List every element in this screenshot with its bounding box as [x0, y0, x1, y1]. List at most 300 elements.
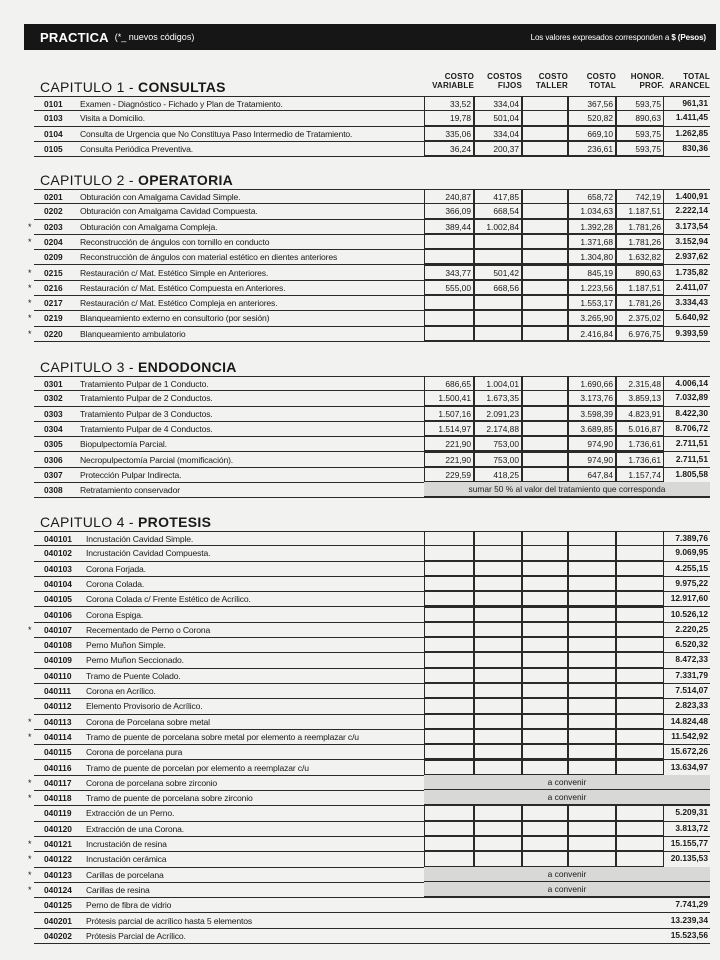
practice-code: 0220: [44, 328, 63, 339]
cell-taller: [522, 436, 568, 451]
price-note: a convenir: [424, 790, 710, 805]
column-header-line: COSTO: [444, 72, 474, 81]
practice-description: Incrustación Cavidad Compuesta.: [86, 548, 211, 559]
new-code-marker: *: [28, 854, 32, 865]
cell-taller: [522, 295, 568, 310]
cell-taller: [522, 561, 568, 576]
cell-total: [568, 652, 616, 667]
cell-total: 520,82: [568, 110, 616, 125]
cell-fijos: [474, 531, 522, 546]
practice-description: Examen - Diagnóstico - Fichado y Plan de Tratamiento.: [80, 99, 283, 109]
cell-arancel: 10.526,12: [670, 608, 708, 619]
cell-hon: [616, 531, 664, 546]
cell-taller: [522, 637, 568, 652]
table-row: [34, 914, 710, 929]
cell-arancel: 6.520,32: [675, 639, 708, 650]
cell-fijos: 2.174,88: [474, 421, 522, 436]
cell-total: 1.690,66: [568, 376, 616, 391]
practice-code: 040202: [44, 930, 72, 941]
cell-total: 3.689,85: [568, 421, 616, 436]
cell-total: 1.371,68: [568, 234, 616, 249]
cell-arancel: 8.472,33: [675, 654, 708, 665]
cell-hon: 2.375,02: [616, 310, 664, 325]
cell-taller: [522, 467, 568, 482]
table-row: [34, 127, 710, 142]
cell-total: [568, 561, 616, 576]
chapter-title: [40, 358, 237, 376]
table-row: [34, 453, 710, 468]
table-row: [28, 837, 710, 852]
cell-var: [424, 637, 474, 652]
cell-var: [424, 805, 474, 820]
cell-hon: [616, 851, 664, 866]
cell-arancel: 7.389,76: [675, 533, 708, 543]
practice-description: Reconstrucción de ángulos con tornillo en conducto: [80, 236, 270, 247]
practice-code: 040109: [44, 655, 72, 666]
cell-fijos: 753,00: [474, 436, 522, 451]
chapter-name: OPERATORIA: [138, 172, 234, 188]
cell-fijos: [474, 607, 522, 622]
practice-description: Extracción de un Perno.: [86, 808, 175, 819]
practice-code: 040114: [44, 731, 72, 742]
cell-arancel: 5.209,31: [675, 807, 708, 818]
chapter-prefix: CAPITULO 3 -: [40, 359, 139, 375]
cell-arancel: 9.069,95: [675, 547, 708, 558]
cell-arancel: 3.173,54: [675, 220, 708, 231]
cell-total: [568, 698, 616, 713]
practice-description: Corona de porcelana sobre zirconio: [86, 777, 218, 788]
cell-fijos: [474, 326, 522, 341]
cell-arancel: 9.975,22: [675, 577, 708, 588]
cell-hon: 1.781,26: [616, 295, 664, 310]
cell-taller: [522, 622, 568, 637]
cell-fijos: [474, 683, 522, 698]
practice-description: Corona Espiga.: [86, 609, 144, 620]
cell-var: [424, 668, 474, 683]
cell-taller: [522, 760, 568, 775]
cell-arancel: 15.672,26: [670, 746, 708, 757]
practice-description: Consulta Periódica Preventiva.: [80, 143, 194, 154]
cell-hon: [616, 683, 664, 698]
cell-var: [424, 821, 474, 836]
cell-total: 1.223,56: [568, 280, 616, 295]
practice-description: Carillas de resina: [86, 884, 150, 895]
cell-var: [424, 698, 474, 713]
cell-taller: [522, 126, 568, 141]
cell-fijos: [474, 714, 522, 729]
cell-hon: [616, 836, 664, 851]
table-row: [28, 220, 710, 235]
practice-code: 0103: [44, 113, 63, 124]
cell-total: [568, 531, 616, 546]
practice-description: Tramo de Puente Colado.: [86, 670, 181, 681]
column-header: [470, 72, 522, 94]
new-code-marker: *: [28, 793, 32, 804]
table-row: [34, 437, 710, 452]
cell-arancel: 3.152,94: [675, 235, 708, 246]
cell-taller: [522, 851, 568, 866]
practice-code: 040110: [44, 670, 72, 681]
cell-var: 1.507,16: [424, 406, 474, 421]
cell-hon: 3.859,13: [616, 390, 664, 405]
column-header-line: FIJOS: [497, 81, 522, 90]
cell-taller: [522, 683, 568, 698]
cell-fijos: [474, 295, 522, 310]
cell-arancel: 4.006,14: [675, 378, 708, 388]
practice-description: Tratamiento Pulpar de 1 Conducto.: [80, 379, 209, 389]
practice-description: Restauración c/ Mat. Estético Compuesta en Anteriores.: [80, 282, 286, 293]
practice-code: 040106: [44, 609, 72, 620]
cell-total: 1.034,63: [568, 203, 616, 218]
cell-fijos: 417,85: [474, 189, 522, 204]
cell-taller: [522, 326, 568, 341]
table-row: [34, 96, 710, 111]
cell-total: [568, 836, 616, 851]
practice-code: 040123: [44, 869, 72, 880]
cell-arancel: 2.411,07: [675, 281, 708, 292]
cell-hon: [616, 561, 664, 576]
cell-total: 2.416,84: [568, 326, 616, 341]
practice-code: 0202: [44, 206, 63, 217]
practice-description: Prótesis parcial de acrílico hasta 5 elementos: [86, 915, 253, 926]
practice-code: 0204: [44, 236, 63, 247]
cell-total: [568, 805, 616, 820]
cell-fijos: [474, 652, 522, 667]
new-code-marker: *: [28, 282, 32, 293]
table-row: [34, 761, 710, 776]
practice-description: Reconstrucción de ángulos con material estético en dientes anteriores: [80, 252, 338, 263]
cell-arancel: 14.824,48: [670, 715, 708, 726]
cell-hon: [616, 576, 664, 591]
cell-hon: [616, 607, 664, 622]
practice-description: Corona de porcelana pura: [86, 747, 183, 758]
practice-description: Elemento Provisorio de Acrílico.: [86, 701, 203, 712]
cell-fijos: [474, 310, 522, 325]
cell-var: 19,78: [424, 110, 474, 125]
cell-fijos: 501,04: [474, 110, 522, 125]
cell-taller: [522, 452, 568, 467]
cell-arancel: 1.400,91: [675, 191, 708, 201]
table-row: [34, 189, 710, 204]
cell-var: 221,90: [424, 436, 474, 451]
cell-taller: [522, 668, 568, 683]
cell-taller: [522, 390, 568, 405]
cell-arancel: 2.711,51: [675, 453, 708, 464]
cell-taller: [522, 591, 568, 606]
practice-code: 0217: [44, 298, 63, 309]
practice-description: Corona Colada.: [86, 578, 145, 589]
cell-hon: 1.736,61: [616, 452, 664, 467]
cell-var: [424, 607, 474, 622]
table-row: [28, 311, 710, 326]
cell-total: 1.304,80: [568, 249, 616, 264]
cell-total: 1.392,28: [568, 219, 616, 234]
cell-taller: [522, 714, 568, 729]
cell-var: 555,00: [424, 280, 474, 295]
cell-taller: [522, 219, 568, 234]
table-row: [34, 806, 710, 821]
cell-taller: [522, 280, 568, 295]
chapter-title: [40, 171, 233, 189]
cell-var: 335,06: [424, 126, 474, 141]
cell-taller: [522, 203, 568, 218]
cell-arancel: 1.262,85: [675, 127, 708, 138]
cell-arancel: 7.331,79: [675, 669, 708, 680]
table-row: [34, 531, 710, 546]
cell-total: 647,84: [568, 467, 616, 482]
cell-hon: 4.823,91: [616, 406, 664, 421]
cell-hon: 1.781,26: [616, 234, 664, 249]
cell-arancel: 1.411,45: [675, 112, 708, 123]
practice-description: Tramo de puente de porcelana sobre zirconio: [86, 793, 253, 804]
cell-arancel: 13.239,34: [670, 914, 708, 925]
practice-code: 040108: [44, 640, 72, 651]
new-code-marker: *: [28, 221, 32, 232]
cell-fijos: 501,42: [474, 265, 522, 280]
cell-fijos: 418,25: [474, 467, 522, 482]
cell-var: [424, 531, 474, 546]
cell-var: 1.514,97: [424, 421, 474, 436]
chapter-name: PROTESIS: [138, 514, 212, 530]
table-row: [34, 699, 710, 714]
practice-description: Visita a Domicilio.: [80, 113, 145, 124]
cell-var: [424, 561, 474, 576]
chapter-title: [40, 513, 211, 531]
cell-fijos: 668,56: [474, 280, 522, 295]
practice-description: Restauración c/ Mat. Estético Simple en Anteriores.: [80, 267, 269, 278]
practice-description: Perno Muñon Simple.: [86, 640, 166, 651]
cell-total: [568, 729, 616, 744]
table-row: [34, 546, 710, 561]
cell-arancel: 961,31: [682, 98, 708, 108]
cell-var: [424, 310, 474, 325]
cell-fijos: 1.004,01: [474, 376, 522, 391]
table-row: [34, 669, 710, 684]
practice-code: 0101: [44, 99, 63, 109]
column-header-line: TALLER: [535, 81, 568, 90]
practice-description: Protección Pulpar Indirecta.: [80, 469, 182, 480]
cell-taller: [522, 249, 568, 264]
column-header-line: COSTOS: [487, 72, 522, 81]
table-row: [28, 266, 710, 281]
cell-fijos: [474, 851, 522, 866]
cell-var: 343,77: [424, 265, 474, 280]
practice-code: 040101: [44, 534, 72, 544]
new-code-marker: *: [28, 624, 32, 635]
cell-fijos: [474, 622, 522, 637]
cell-fijos: 2.091,23: [474, 406, 522, 421]
cell-hon: [616, 729, 664, 744]
new-code-marker: *: [28, 777, 32, 788]
cell-arancel: 5.640,92: [675, 312, 708, 323]
practice-description: Extracción de una Corona.: [86, 823, 185, 834]
column-header-line: TOTAL: [589, 81, 616, 90]
cell-total: [568, 591, 616, 606]
cell-var: [424, 729, 474, 744]
practice-description: Biopulpectomía Parcial.: [80, 439, 167, 450]
cell-total: [568, 545, 616, 560]
practice-description: Blanqueamiento ambulatorio: [80, 328, 186, 339]
column-header-line: ARANCEL: [669, 81, 710, 90]
cell-hon: [616, 805, 664, 820]
chapter-prefix: CAPITULO 2 -: [40, 172, 139, 188]
practice-description: Perno de fibra de vidrio: [86, 900, 172, 911]
page-subtitle: (*_ nuevos códigos): [114, 32, 195, 42]
practice-code: 0203: [44, 221, 63, 232]
cell-fijos: [474, 760, 522, 775]
cell-total: [568, 637, 616, 652]
practice-description: Retratamiento conservador: [80, 485, 180, 496]
chapter-name: CONSULTAS: [138, 79, 226, 95]
practice-description: Incrustación cerámica: [86, 854, 167, 865]
cell-total: 974,90: [568, 452, 616, 467]
cell-total: [568, 744, 616, 759]
cell-var: [424, 760, 474, 775]
new-code-marker: *: [28, 839, 32, 849]
cell-arancel: 9.393,59: [675, 327, 708, 338]
cell-fijos: 753,00: [474, 452, 522, 467]
cell-hon: 1.187,51: [616, 203, 664, 218]
cell-arancel: 1.735,82: [675, 266, 708, 277]
practice-code: 040122: [44, 854, 72, 865]
practice-code: 040113: [44, 716, 72, 727]
cell-arancel: 20.135,53: [670, 853, 708, 864]
cell-hon: [616, 637, 664, 652]
column-header-line: TOTAL: [683, 72, 710, 81]
cell-arancel: 4.255,15: [675, 562, 708, 573]
new-code-marker: *: [28, 731, 32, 742]
practice-code: 040121: [44, 839, 72, 849]
practice-description: Obturación con Amalgama Cavidad Compuesta.: [80, 206, 258, 217]
cell-hon: [616, 622, 664, 637]
practice-code: 040117: [44, 777, 72, 788]
cell-total: [568, 851, 616, 866]
cell-taller: [522, 265, 568, 280]
table-row: [34, 391, 710, 406]
table-row: [34, 111, 710, 126]
table-row: [34, 422, 710, 437]
cell-arancel: 3.334,43: [675, 297, 708, 308]
header-bar: [24, 24, 716, 50]
cell-arancel: 2.823,33: [675, 700, 708, 711]
cell-taller: [522, 836, 568, 851]
cell-fijos: [474, 234, 522, 249]
new-code-marker: *: [28, 869, 32, 880]
table-row: [34, 898, 710, 913]
chapter-prefix: CAPITULO 4 -: [40, 514, 139, 530]
cell-arancel: 2.711,51: [675, 438, 708, 449]
cell-hon: 1.187,51: [616, 280, 664, 295]
cell-arancel: 11.542,92: [671, 730, 708, 741]
table-row: [28, 235, 710, 250]
cell-taller: [522, 576, 568, 591]
cell-taller: [522, 531, 568, 546]
cell-var: [424, 545, 474, 560]
table-row: [34, 562, 710, 577]
cell-taller: [522, 376, 568, 391]
cell-var: [424, 851, 474, 866]
chapter-prefix: CAPITULO 1 -: [40, 79, 139, 95]
table-row: [34, 407, 710, 422]
column-header-line: COSTO: [538, 72, 568, 81]
practice-description: Incrustación de resina: [86, 839, 167, 849]
cell-hon: 1.781,26: [616, 219, 664, 234]
practice-description: Perno Muñon Seccionado.: [86, 655, 184, 666]
cell-hon: 593,75: [616, 126, 664, 141]
table-row: [28, 281, 710, 296]
table-row: [34, 468, 710, 483]
practice-description: Corona Colada c/ Frente Estético de Acrílico.: [86, 594, 251, 605]
table-row: [28, 776, 710, 791]
cell-fijos: 1.673,35: [474, 390, 522, 405]
practice-description: Tramo de puente de porcelan por elemento a reemplazar c/u: [86, 762, 309, 773]
cell-taller: [522, 234, 568, 249]
practice-code: 040105: [44, 594, 72, 605]
cell-total: 669,10: [568, 126, 616, 141]
currency-note-text: Los valores expresados corresponden a: [530, 32, 672, 42]
price-note: a convenir: [424, 882, 710, 897]
table-row: [34, 822, 710, 837]
cell-hon: [616, 698, 664, 713]
table-row: [34, 929, 710, 944]
cell-hon: 593,75: [616, 96, 664, 111]
cell-hon: 742,19: [616, 189, 664, 204]
cell-total: 3.173,76: [568, 390, 616, 405]
cell-taller: [522, 96, 568, 111]
table-row: [28, 791, 710, 806]
cell-taller: [522, 141, 568, 156]
currency-note-bold: $ (Pesos): [671, 32, 706, 42]
new-code-marker: *: [28, 716, 32, 727]
price-note: a convenir: [424, 775, 710, 790]
practice-description: Recementado de Perno o Corona: [86, 624, 211, 635]
chapter-name: ENDODONCIA: [138, 359, 237, 375]
table-row: [34, 250, 710, 265]
cell-hon: [616, 821, 664, 836]
new-code-marker: *: [28, 267, 32, 278]
practice-code: 0209: [44, 252, 63, 263]
cell-hon: 1.736,61: [616, 436, 664, 451]
practice-code: 0306: [44, 454, 63, 465]
table-row: [28, 730, 710, 745]
practice-description: Corona Forjada.: [86, 563, 146, 574]
price-note: a convenir: [424, 867, 710, 882]
cell-hon: [616, 760, 664, 775]
cell-hon: [616, 668, 664, 683]
cell-fijos: [474, 821, 522, 836]
cell-total: 845,19: [568, 265, 616, 280]
practice-code: 040112: [44, 701, 72, 712]
practice-code: 040107: [44, 624, 72, 635]
cell-fijos: 1.002,84: [474, 219, 522, 234]
cell-hon: [616, 652, 664, 667]
cell-fijos: [474, 668, 522, 683]
cell-fijos: [474, 545, 522, 560]
cell-hon: [616, 545, 664, 560]
cell-arancel: 15.155,77: [670, 838, 708, 848]
practice-description: Obturación con Amalgama Compleja.: [80, 221, 218, 232]
cell-hon: 593,75: [616, 141, 664, 156]
cell-arancel: 13.634,97: [670, 761, 708, 772]
practice-code: 040103: [44, 563, 72, 574]
cell-total: 236,61: [568, 141, 616, 156]
cell-var: [424, 234, 474, 249]
cell-fijos: [474, 591, 522, 606]
practice-description: Consulta de Urgencia que No Constituya Paso Intermedio de Tratamiento.: [80, 128, 353, 139]
practice-code: 0304: [44, 423, 63, 434]
new-code-marker: *: [28, 884, 32, 895]
practice-description: Incrustación Cavidad Simple.: [86, 534, 194, 544]
